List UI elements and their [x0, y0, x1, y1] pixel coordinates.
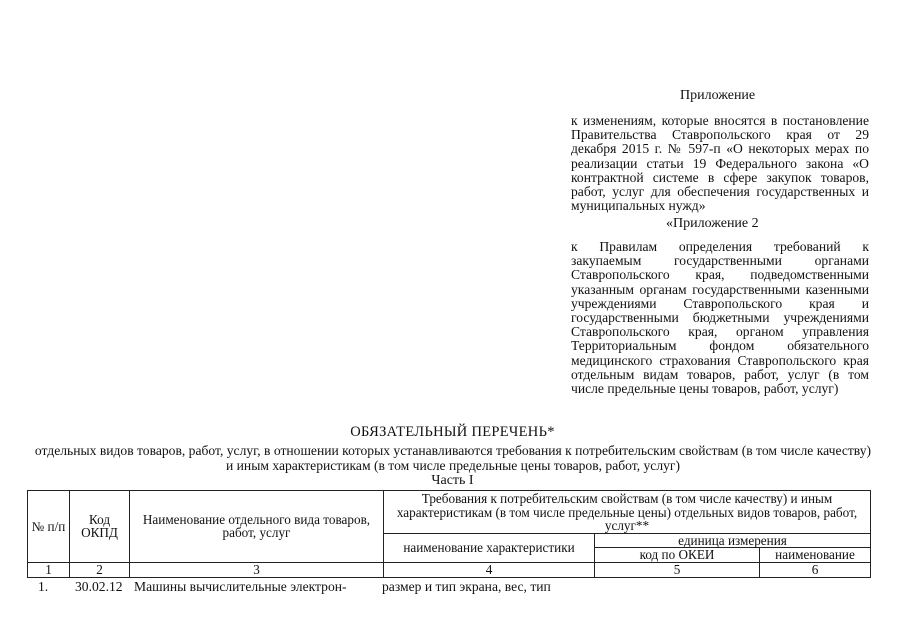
header-okei: код по ОКЕИ [595, 548, 760, 563]
appendix-text: к изменениям, которые вносятся в постановление Правительства Ставропольского края от 29 декабря 2015 г. № 597-п «О некоторых мерах по реализации статьи 19 Федерального закона «О контрактной системе в сфере закупок товаров, работ, услуг для обеспечения государственных и муниципальных нужд» [571, 113, 869, 214]
col-number: 2 [70, 562, 130, 577]
part-title: Часть I [431, 473, 474, 488]
col-number: 4 [384, 562, 595, 577]
header-num: № п/п [28, 491, 70, 563]
header-requirements: Требования к потребительским свойствам (в том числе качеству) и иным характеристикам (в том числе предельные цены) отдельных видов товаров, работ, услуг** [384, 491, 871, 534]
col-number: 5 [595, 562, 760, 577]
appendix2-title: «Приложение 2 [666, 216, 759, 231]
row-name: Машины вычислительные электрон- [134, 579, 347, 594]
list-subtitle: отдельных видов товаров, работ, услуг, в отношении которых устанавливаются требования к потребительским свойствам (в том числе качеству) и иным характеристикам (в том числе предельные цены товаров, работ, услуг) [34, 443, 872, 473]
requirements-table [27, 490, 871, 578]
header-okpd: Код ОКПД [70, 491, 130, 563]
header-unit: единица измерения [595, 533, 871, 548]
row-char: размер и тип экрана, вес, тип [382, 579, 551, 594]
appendix-title: Приложение [680, 88, 756, 103]
row-num: 1. [38, 579, 49, 594]
header-char-name: наименование характеристики [384, 533, 595, 562]
rules-text: к Правилам определения требований к закупаемым государственными органами Ставропольского края, подведомственными указанным органам государственными казенными учреждениями Ставропольского края и государственными бюджетными учреждениями Ставропольского края, органом управления Территориальным фондом обязательного медицинского страхования Ставропольского края отдельным видам товаров, работ, услуг (в том числе предельные цены товаров, работ, услуг) [571, 239, 869, 397]
list-title: ОБЯЗАТЕЛЬНЫЙ ПЕРЕЧЕНЬ* [350, 424, 555, 440]
header-unit-name: наименование [760, 548, 871, 563]
col-number: 1 [28, 562, 70, 577]
row-okpd: 30.02.12 [75, 579, 123, 594]
col-number: 6 [760, 562, 871, 577]
header-name: Наименование отдельного вида товаров, работ, услуг [130, 491, 384, 563]
col-number: 3 [130, 562, 384, 577]
